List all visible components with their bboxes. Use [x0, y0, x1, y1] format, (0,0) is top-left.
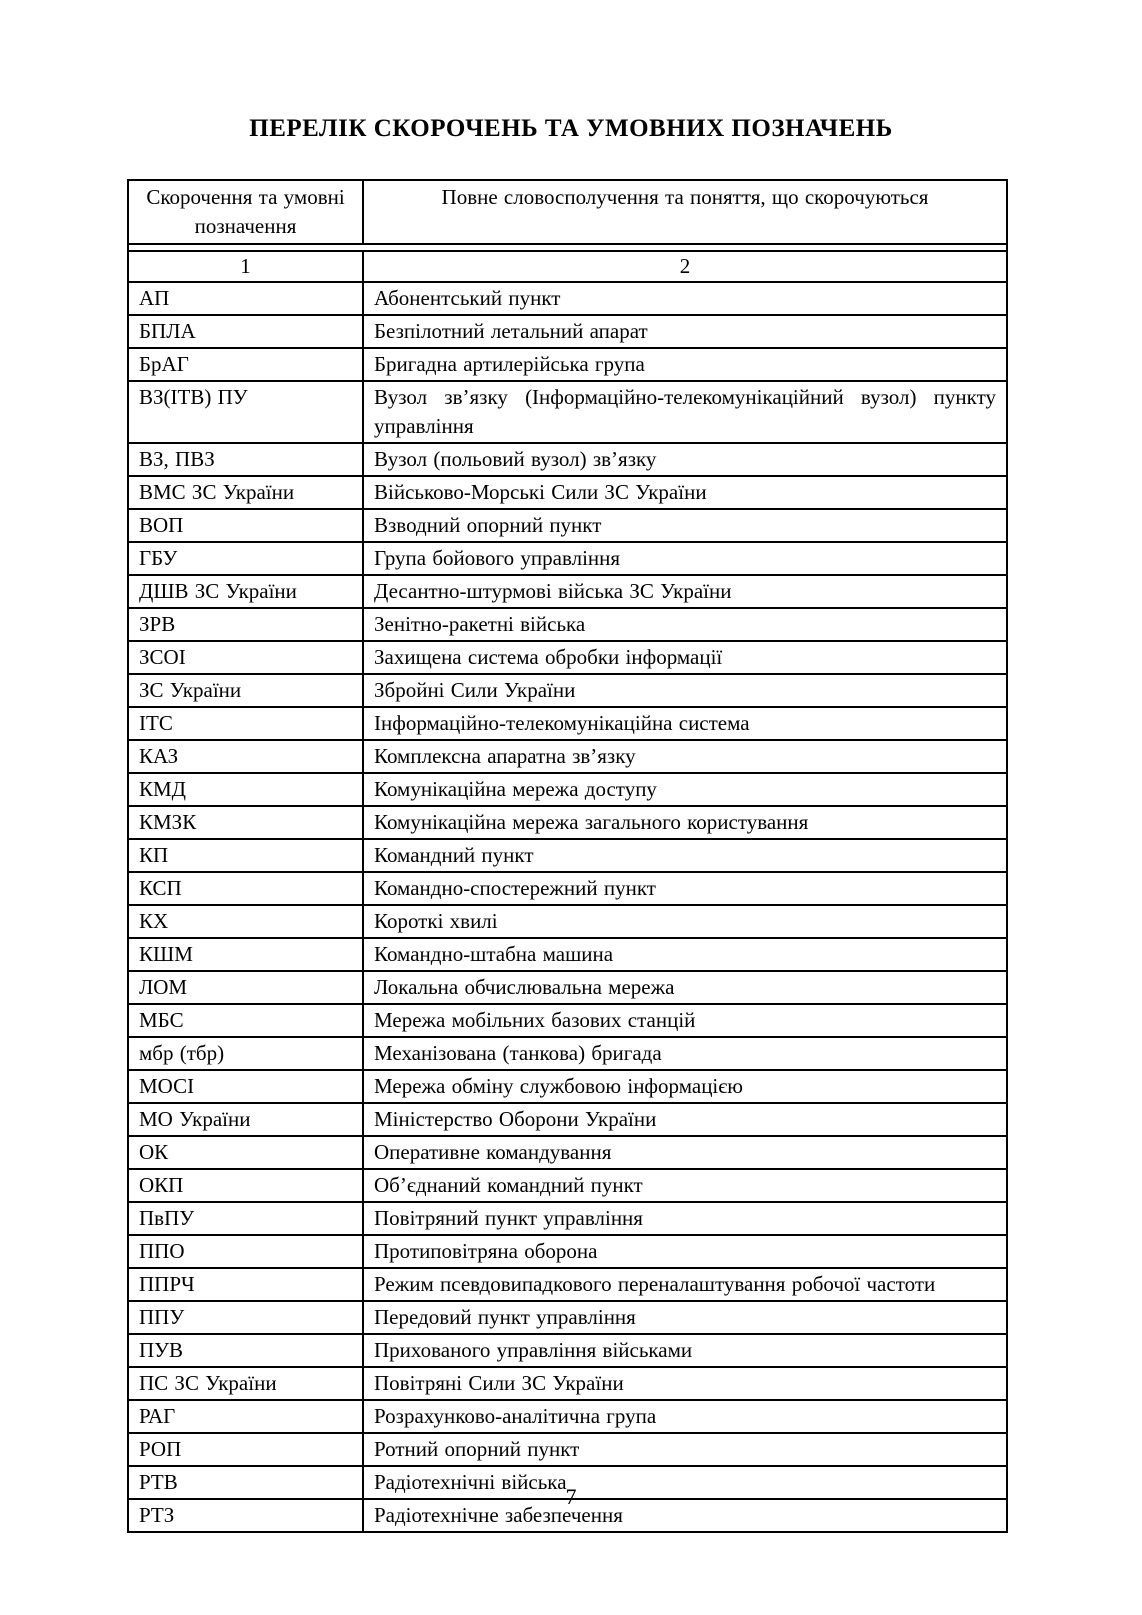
abbreviation-cell: КМД — [128, 773, 363, 806]
abbreviation-cell: РОП — [128, 1433, 363, 1466]
table-row — [128, 839, 1007, 872]
full-phrase-cell: Ротний опорний пункт — [363, 1433, 1007, 1466]
table-row — [128, 1070, 1007, 1103]
full-phrase-cell: Радіотехнічне забезпечення — [363, 1499, 1007, 1532]
table-row — [128, 575, 1007, 608]
full-phrase-cell: Комунікаційна мережа доступу — [363, 773, 1007, 806]
table-row — [128, 872, 1007, 905]
header-spacer-row — [128, 244, 1007, 251]
abbreviation-cell: БПЛА — [128, 315, 363, 348]
spacer-cell — [363, 244, 1007, 251]
abbreviation-cell: мбр (тбр) — [128, 1037, 363, 1070]
table-body — [128, 282, 1007, 1532]
full-phrase-cell: Мережа мобільних базових станцій — [363, 1004, 1007, 1037]
index-cell-1: 1 — [128, 251, 363, 282]
abbreviation-cell: МО України — [128, 1103, 363, 1136]
abbreviation-cell: ПУВ — [128, 1334, 363, 1367]
full-phrase-cell: Повітряні Сили ЗС України — [363, 1367, 1007, 1400]
abbreviations-table — [127, 179, 1008, 1533]
table-row — [128, 773, 1007, 806]
page-title: ПЕРЕЛІК СКОРОЧЕНЬ ТА УМОВНИХ ПОЗНАЧЕНЬ — [249, 115, 893, 142]
abbreviation-cell: ПвПУ — [128, 1202, 363, 1235]
column-index-row — [128, 251, 1007, 282]
table-row — [128, 1136, 1007, 1169]
table-row — [128, 1103, 1007, 1136]
full-phrase-cell: Зенітно-ракетні війська — [363, 608, 1007, 641]
abbreviation-cell: ППУ — [128, 1301, 363, 1334]
full-phrase-cell: Передовий пункт управління — [363, 1301, 1007, 1334]
table-row — [128, 443, 1007, 476]
full-phrase-cell: Повітряний пункт управління — [363, 1202, 1007, 1235]
abbreviation-cell: ОК — [128, 1136, 363, 1169]
full-phrase-cell: Абонентський пункт — [363, 282, 1007, 315]
table-row — [128, 674, 1007, 707]
full-phrase-cell: Командно-спостережний пункт — [363, 872, 1007, 905]
header-cell-abbreviation: Скорочення та умовні позначення — [128, 180, 363, 244]
table-row — [128, 806, 1007, 839]
full-phrase-cell: Командно-штабна машина — [363, 938, 1007, 971]
abbreviation-cell: ЗРВ — [128, 608, 363, 641]
table-row — [128, 1004, 1007, 1037]
full-phrase-cell: Вузол зв’язку (Інформаційно-телекомунікаційний вузол) пункту управління — [363, 381, 1007, 443]
full-phrase-cell: Короткі хвилі — [363, 905, 1007, 938]
full-phrase-cell: Прихованого управління військами — [363, 1334, 1007, 1367]
abbreviation-cell: ЛОМ — [128, 971, 363, 1004]
abbreviation-cell: КМЗК — [128, 806, 363, 839]
table-row — [128, 707, 1007, 740]
table-row — [128, 905, 1007, 938]
table-header-row — [128, 180, 1007, 244]
table-row — [128, 315, 1007, 348]
abbreviation-cell: РТЗ — [128, 1499, 363, 1532]
table-row — [128, 509, 1007, 542]
abbreviation-cell: ВЗ(ІТВ) ПУ — [128, 381, 363, 443]
abbreviation-cell: ВЗ, ПВЗ — [128, 443, 363, 476]
table-row — [128, 476, 1007, 509]
table-row — [128, 641, 1007, 674]
abbreviation-cell: ЗСОІ — [128, 641, 363, 674]
table-row — [128, 1367, 1007, 1400]
full-phrase-cell: Збройні Сили України — [363, 674, 1007, 707]
table-row — [128, 740, 1007, 773]
header-cell-full-phrase: Повне словосполучення та поняття, що скорочуються — [363, 180, 1007, 244]
abbreviation-cell: КХ — [128, 905, 363, 938]
full-phrase-cell: Захищена система обробки інформації — [363, 641, 1007, 674]
abbreviation-cell: РТВ — [128, 1466, 363, 1499]
page-number: 7 — [565, 1484, 577, 1509]
index-cell-2: 2 — [363, 251, 1007, 282]
full-phrase-cell: Розрахунково-аналітична група — [363, 1400, 1007, 1433]
table-row — [128, 1202, 1007, 1235]
table-row — [128, 1433, 1007, 1466]
table-row — [128, 1037, 1007, 1070]
table-row — [128, 542, 1007, 575]
abbreviation-cell: ГБУ — [128, 542, 363, 575]
abbreviation-cell: ППО — [128, 1235, 363, 1268]
abbreviation-cell: ОКП — [128, 1169, 363, 1202]
table-row — [128, 938, 1007, 971]
full-phrase-cell: Локальна обчислювальна мережа — [363, 971, 1007, 1004]
full-phrase-cell: Мережа обміну службовою інформацією — [363, 1070, 1007, 1103]
spacer-cell — [128, 244, 363, 251]
full-phrase-cell: Група бойового управління — [363, 542, 1007, 575]
full-phrase-cell: Вузол (польовий вузол) зв’язку — [363, 443, 1007, 476]
table-row — [128, 1268, 1007, 1301]
full-phrase-cell: Інформаційно-телекомунікаційна система — [363, 707, 1007, 740]
abbreviation-cell: ВОП — [128, 509, 363, 542]
abbreviation-cell: МБС — [128, 1004, 363, 1037]
full-phrase-cell: Військово-Морські Сили ЗС України — [363, 476, 1007, 509]
abbreviation-cell: МОСІ — [128, 1070, 363, 1103]
table-row — [128, 1169, 1007, 1202]
full-phrase-cell: Режим псевдовипадкового переналаштування робочої частоти — [363, 1268, 1007, 1301]
table-row — [128, 1301, 1007, 1334]
full-phrase-cell: Командний пункт — [363, 839, 1007, 872]
full-phrase-cell: Комунікаційна мережа загального користування — [363, 806, 1007, 839]
full-phrase-cell: Протиповітряна оборона — [363, 1235, 1007, 1268]
table-row — [128, 1400, 1007, 1433]
full-phrase-cell: Комплексна апаратна зв’язку — [363, 740, 1007, 773]
abbreviation-cell: ЗС України — [128, 674, 363, 707]
table-row — [128, 381, 1007, 443]
table-row — [128, 971, 1007, 1004]
full-phrase-cell: Радіотехнічні війська — [363, 1466, 1007, 1499]
abbreviation-cell: ППРЧ — [128, 1268, 363, 1301]
full-phrase-cell: Оперативне командування — [363, 1136, 1007, 1169]
full-phrase-cell: Об’єднаний командний пункт — [363, 1169, 1007, 1202]
abbreviation-cell: АП — [128, 282, 363, 315]
abbreviation-cell: КШМ — [128, 938, 363, 971]
abbreviation-cell: КП — [128, 839, 363, 872]
full-phrase-cell: Міністерство Оборони України — [363, 1103, 1007, 1136]
abbreviation-cell: РАГ — [128, 1400, 363, 1433]
table-row — [128, 1334, 1007, 1367]
abbreviation-cell: КСП — [128, 872, 363, 905]
full-phrase-cell: Десантно-штурмові війська ЗС України — [363, 575, 1007, 608]
abbreviation-cell: ІТС — [128, 707, 363, 740]
abbreviation-cell: ДШВ ЗС України — [128, 575, 363, 608]
full-phrase-cell: Взводний опорний пункт — [363, 509, 1007, 542]
table-row — [128, 608, 1007, 641]
abbreviation-cell: КАЗ — [128, 740, 363, 773]
table-row — [128, 282, 1007, 315]
abbreviation-cell: БрАГ — [128, 348, 363, 381]
abbreviation-cell: ПС ЗС України — [128, 1367, 363, 1400]
abbreviation-cell: ВМС ЗС України — [128, 476, 363, 509]
table-row — [128, 1235, 1007, 1268]
full-phrase-cell: Бригадна артилерійська група — [363, 348, 1007, 381]
table-row — [128, 348, 1007, 381]
full-phrase-cell: Безпілотний летальний апарат — [363, 315, 1007, 348]
full-phrase-cell: Механізована (танкова) бригада — [363, 1037, 1007, 1070]
